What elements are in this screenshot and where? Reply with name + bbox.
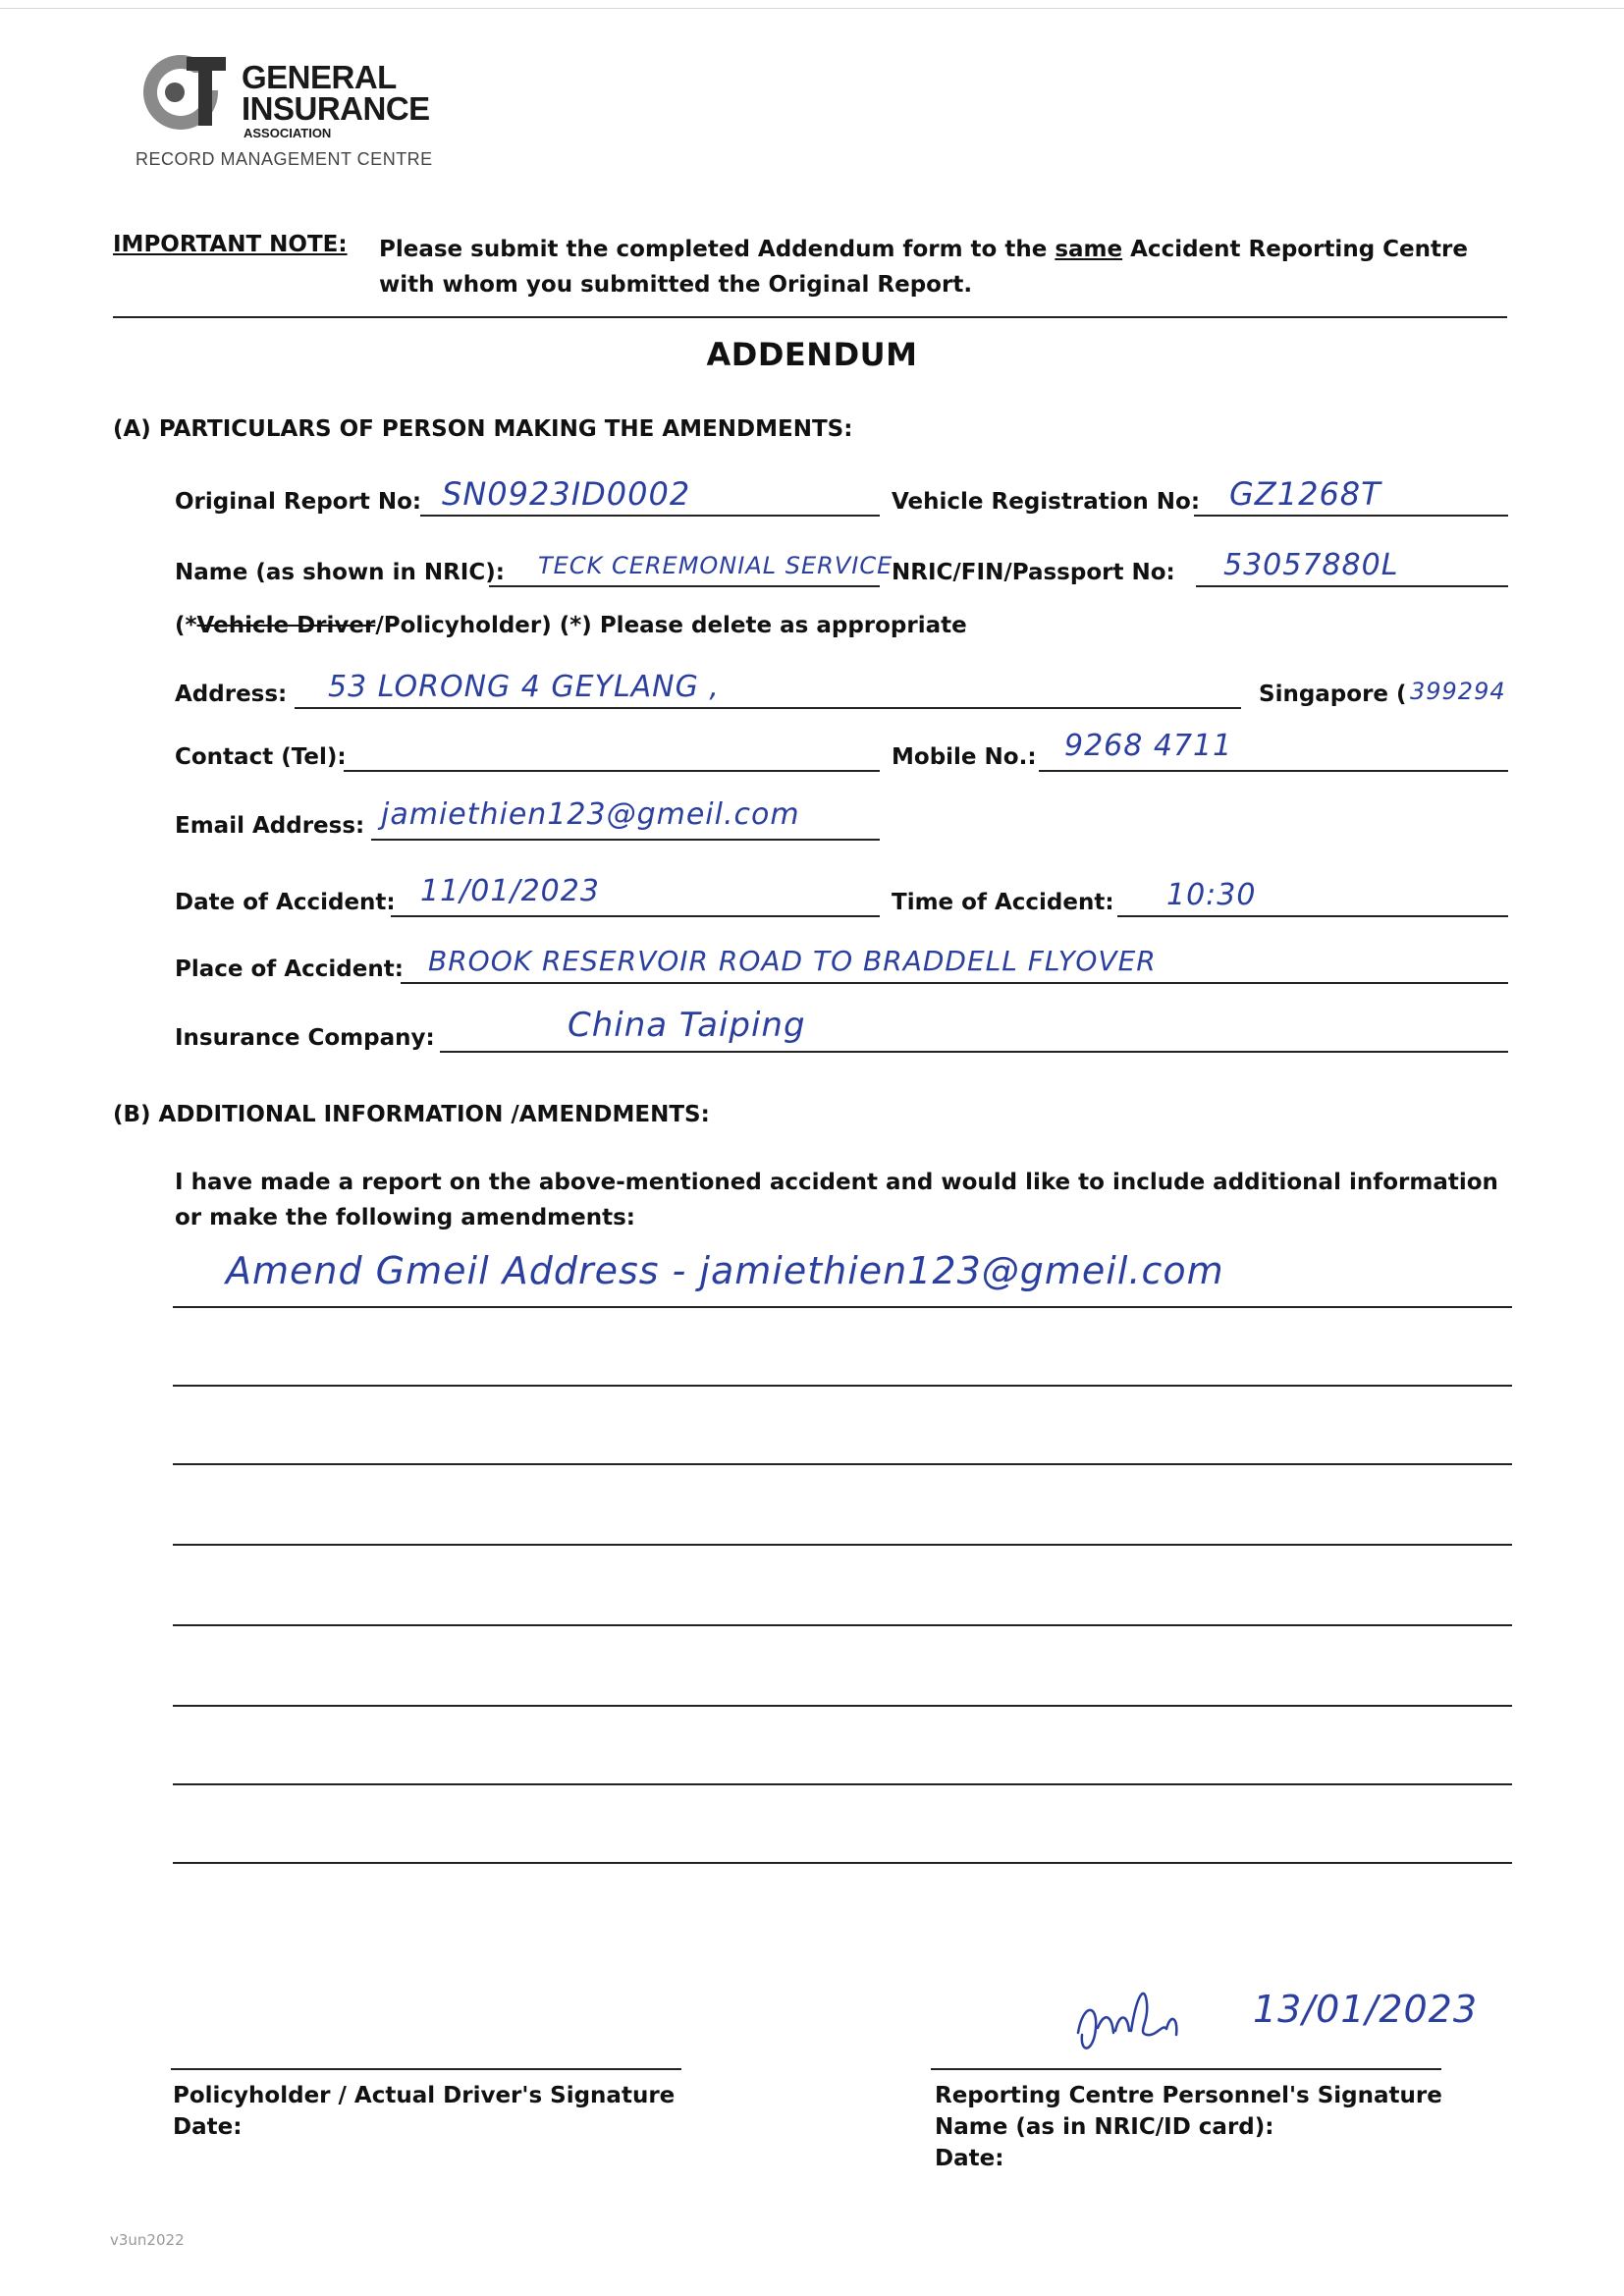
date-of-accident-line (391, 915, 880, 917)
personnel-signature-label: Reporting Centre Personnel's Signature (935, 2083, 1442, 2108)
insurance-company-label: Insurance Company: (175, 1025, 435, 1051)
role-suffix: /Policyholder) (*) Please delete as appropriate (375, 613, 967, 638)
important-note-label: IMPORTANT NOTE: (113, 232, 348, 257)
amendment-line (173, 1544, 1512, 1546)
logo-text-insurance: INSURANCE (242, 90, 430, 127)
address-label: Address: (175, 682, 288, 707)
form-title: ADDENDUM (706, 336, 918, 373)
time-of-accident-field[interactable]: 10:30 (1166, 878, 1257, 912)
time-of-accident-label: Time of Accident: (892, 890, 1114, 915)
place-of-accident-line (401, 982, 1508, 984)
email-label: Email Address: (175, 813, 365, 839)
insurance-company-field[interactable]: China Taiping (568, 1006, 806, 1045)
section-b-intro: I have made a report on the above-mentioned accident and would like to include additional information or make the following amendments: (175, 1170, 1498, 1230)
note-text-underlined: same (1055, 237, 1123, 262)
logo-text-rmc: RECORD MANAGEMENT CENTRE (135, 149, 433, 169)
amendment-line (173, 1463, 1512, 1465)
mobile-label: Mobile No.: (892, 744, 1037, 770)
original-report-field[interactable]: SN0923ID0002 (442, 475, 691, 513)
address-field[interactable]: 53 LORONG 4 GEYLANG , (328, 670, 720, 704)
amendment-line (173, 1862, 1512, 1864)
vehicle-reg-label: Vehicle Registration No: (892, 489, 1201, 515)
nric-line (1196, 585, 1508, 587)
driver-signature-block (173, 2080, 675, 2143)
nric-label: NRIC/FIN/Passport No: (892, 560, 1175, 585)
postal-code-field[interactable]: 399294 (1410, 678, 1506, 705)
date-of-accident-field[interactable]: 11/01/2023 (420, 874, 600, 908)
section-a-heading: (A) PARTICULARS OF PERSON MAKING THE AMENDMENTS: (113, 416, 853, 442)
driver-signature-label: Policyholder / Actual Driver's Signature (173, 2083, 676, 2108)
vehicle-reg-line (1194, 515, 1508, 517)
important-note-text (379, 232, 1518, 302)
email-field[interactable]: jamiethien123@gmeil.com (381, 797, 800, 832)
email-line (371, 839, 880, 841)
amendment-line-1-text[interactable]: Amend Gmeil Address - jamiethien123@gmeil.com (226, 1249, 1224, 1292)
mobile-line (1039, 770, 1508, 772)
personnel-signature-icon (1068, 1974, 1216, 2062)
contact-tel-label: Contact (Tel): (175, 744, 347, 770)
date-of-accident-label: Date of Accident: (175, 890, 396, 915)
gia-logo (135, 39, 440, 177)
original-report-label: Original Report No: (175, 489, 422, 515)
amendment-line (173, 1306, 1512, 1308)
role-struck-driver: Vehicle Driver (196, 613, 376, 638)
personnel-name-label: Name (as in NRIC/ID card): (935, 2114, 1274, 2140)
note-text-part: Please submit the completed Addendum form to the (379, 237, 1056, 262)
place-of-accident-field[interactable]: BROOK RESERVOIR ROAD TO BRADDELL FLYOVER (428, 945, 1157, 977)
insurance-company-line (440, 1051, 1508, 1053)
driver-date-label: Date: (173, 2114, 243, 2140)
amendment-line (173, 1705, 1512, 1707)
driver-signature-line (171, 2068, 681, 2070)
amendment-line (173, 1385, 1512, 1387)
personnel-signature-line (931, 2068, 1441, 2070)
address-line (295, 707, 1241, 709)
mobile-field[interactable]: 9268 4711 (1064, 729, 1233, 763)
role-note (175, 613, 967, 638)
place-of-accident-label: Place of Accident: (175, 957, 404, 982)
note-text-part: Accident Reporting Centre with whom you submitted the Original Report. (379, 237, 1468, 298)
scan-edge (0, 8, 1624, 9)
logo-text-general: GENERAL (242, 59, 397, 95)
gia-emblem-icon (135, 43, 234, 141)
vehicle-reg-field[interactable]: GZ1268T (1229, 475, 1381, 513)
logo-text-association: ASSOCIATION (244, 126, 332, 140)
original-report-line (420, 515, 880, 517)
personnel-handwritten-date: 13/01/2023 (1253, 1988, 1479, 2031)
personnel-signature-block (935, 2080, 1442, 2174)
name-label: Name (as shown in NRIC): (175, 560, 505, 585)
contact-tel-line (344, 770, 880, 772)
personnel-date-label: Date: (935, 2146, 1004, 2171)
divider (113, 316, 1507, 318)
amendment-line (173, 1624, 1512, 1626)
form-version: v3un2022 (110, 2231, 185, 2249)
name-line (489, 585, 880, 587)
name-field[interactable]: TECK CEREMONIAL SERVICE (538, 552, 893, 579)
amendment-line (173, 1783, 1512, 1785)
time-of-accident-line (1117, 915, 1508, 917)
nric-field[interactable]: 53057880L (1223, 548, 1399, 582)
role-prefix: (* (175, 613, 197, 638)
singapore-label: Singapore ( (1259, 682, 1407, 707)
section-b-heading: (B) ADDITIONAL INFORMATION /AMENDMENTS: (113, 1102, 710, 1127)
